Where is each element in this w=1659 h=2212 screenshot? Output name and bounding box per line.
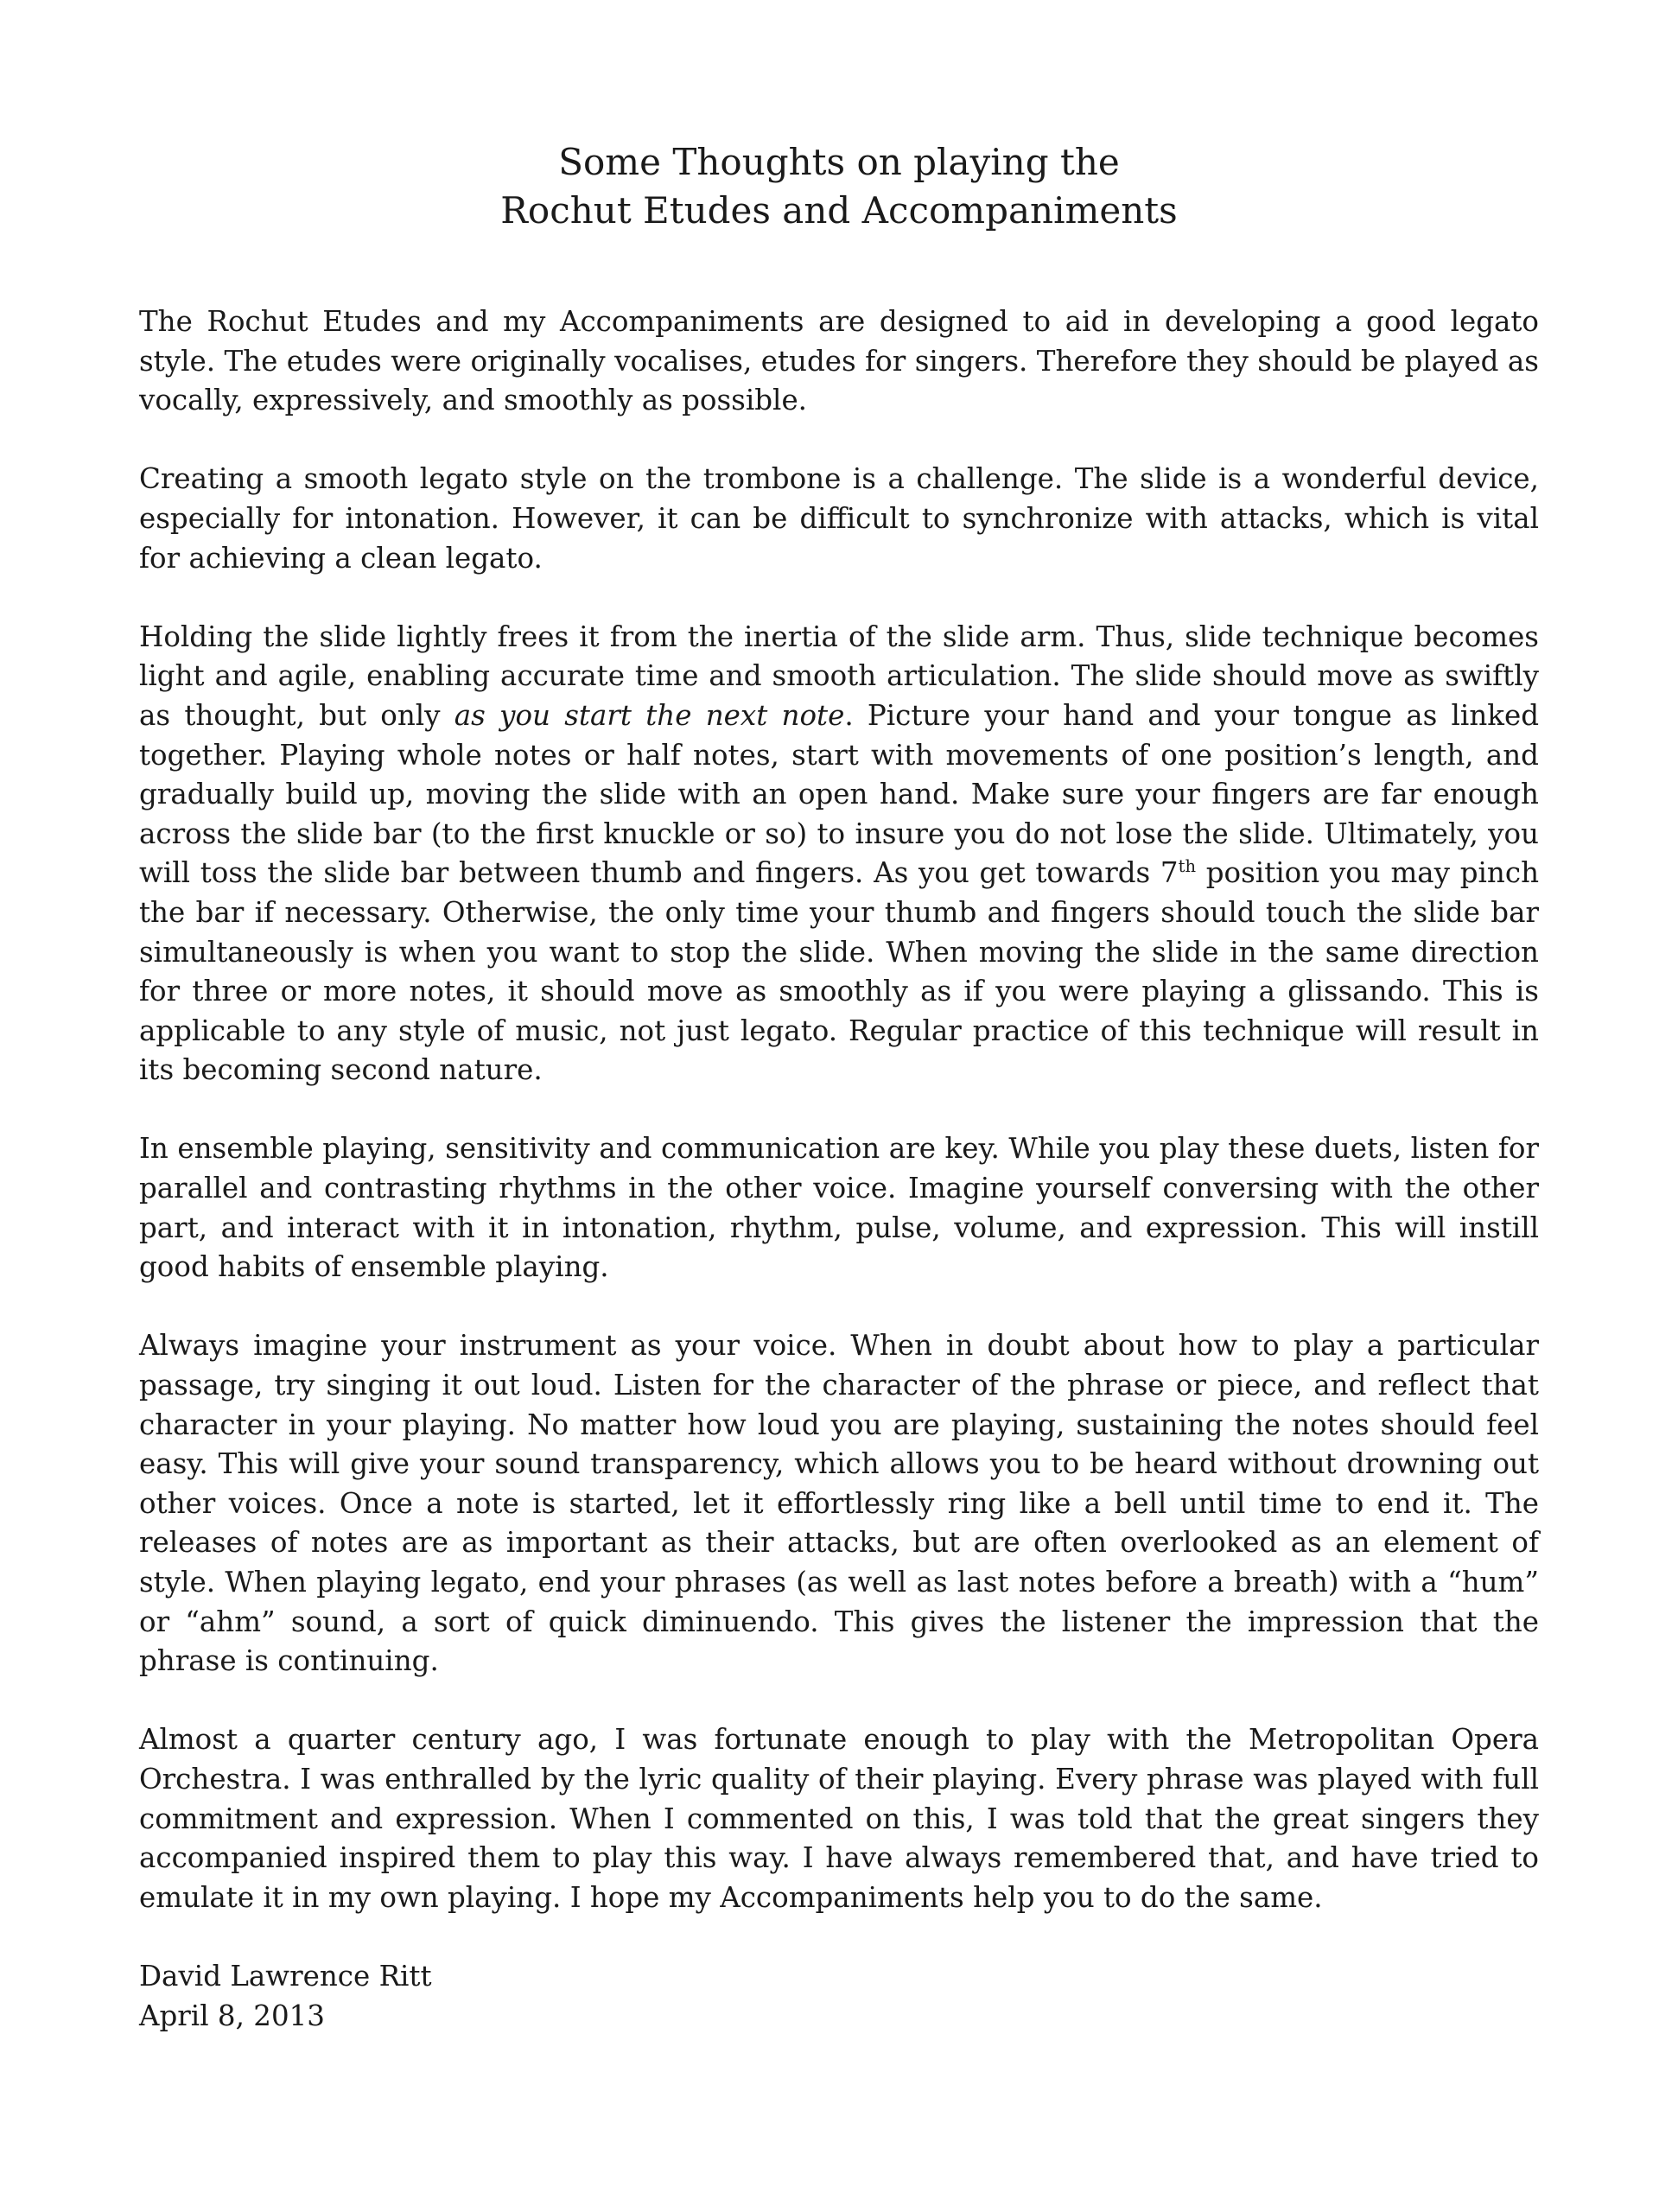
paragraph-slide-technique-part-b: . Picture your hand and your tongue as linked together. Playing whole notes or half notes, start with movements of one position’s length, and gradually build up, moving the slide with an open hand. Make sure your fingers are far enough across the slide bar (to the first knuckle or so) to insure you do not lose the slide. Ultimately, you will toss the slide bar between thumb and fingers. As you get towards 7 (139, 698, 1539, 890)
paragraph-slide-technique (139, 618, 1539, 1090)
paragraph-metropolitan: Almost a quarter century ago, I was fortunate enough to play with the Metropolitan Opera Orchestra. I was enthralled by the lyric quality of their playing. Every phrase was played with full commitment and expression. When I commented on this, I was told that the great singers they accompanied inspired them to play this way. I have always remembered that, and have tried to emulate it in my own playing. I hope my Accompaniments help you to do the same. (139, 1723, 1539, 1914)
signature-block (139, 1957, 1539, 2036)
ordinal-superscript: th (1178, 856, 1197, 877)
paragraph-slide-technique-part-c: position you may pinch the bar if necessary. Otherwise, the only time your thumb and fingers should touch the slide bar simultaneously is when you want to stop the slide. When moving the slide in the same direction for three or more notes, it should move as smoothly as if you were playing a glissando. This is applicable to any style of music, not just legato. Regular practice of this technique will result in its becoming second nature. (139, 856, 1539, 1087)
title-line-2: Rochut Etudes and Accompaniments (500, 189, 1178, 232)
document-title (139, 138, 1539, 235)
paragraph-slide-challenge: Creating a smooth legato style on the trombone is a challenge. The slide is a wonderful device, especially for intonation. However, it can be difficult to synchronize with attacks, which is vital for achieving a clean legato. (139, 462, 1539, 575)
author-name: David Lawrence Ritt (139, 1959, 432, 1993)
paragraph-ensemble: In ensemble playing, sensitivity and communication are key. While you play these duets, listen for parallel and contrasting rhythms in the other voice. Imagine yourself conversing with the other part, and interact with it in intonation, rhythm, pulse, volume, and expression. This will instill good habits of ensemble playing. (139, 1132, 1539, 1284)
document-page (139, 138, 1539, 2036)
paragraph-intro: The Rochut Etudes and my Accompaniments are designed to aid in developing a good legato style. The etudes were originally vocalises, etudes for singers. Therefore they should be played as vocally, expressively, and smoothly as possible. (139, 305, 1539, 417)
signature-date: April 8, 2013 (139, 1999, 325, 2032)
title-line-1: Some Thoughts on playing the (558, 141, 1120, 183)
italic-emphasis: as you start the next note (454, 698, 845, 732)
paragraph-voice: Always imagine your instrument as your voice. When in doubt about how to play a particular passage, try singing it out loud. Listen for the character of the phrase or piece, and reflect that character in your playing. No matter how loud you are playing, sustaining the notes should feel easy. This will give your sound transparency, which allows you to be heard without drowning out other voices. Once a note is started, let it effortlessly ring like a bell until time to end it. The releases of notes are as important as their attacks, but are often overlooked as an element of style. When playing legato, end your phrases (as well as last notes before a breath) with a “hum” or “ahm” sound, a sort of quick diminuendo. This gives the listener the impression that the phrase is continuing. (139, 1329, 1539, 1678)
paragraph-slide-technique-part-a: Holding the slide lightly frees it from the inertia of the slide arm. Thus, slide technique becomes light and agile, enabling accurate time and smooth articulation. The slide should move as swiftly as thought, but only (139, 620, 1539, 732)
